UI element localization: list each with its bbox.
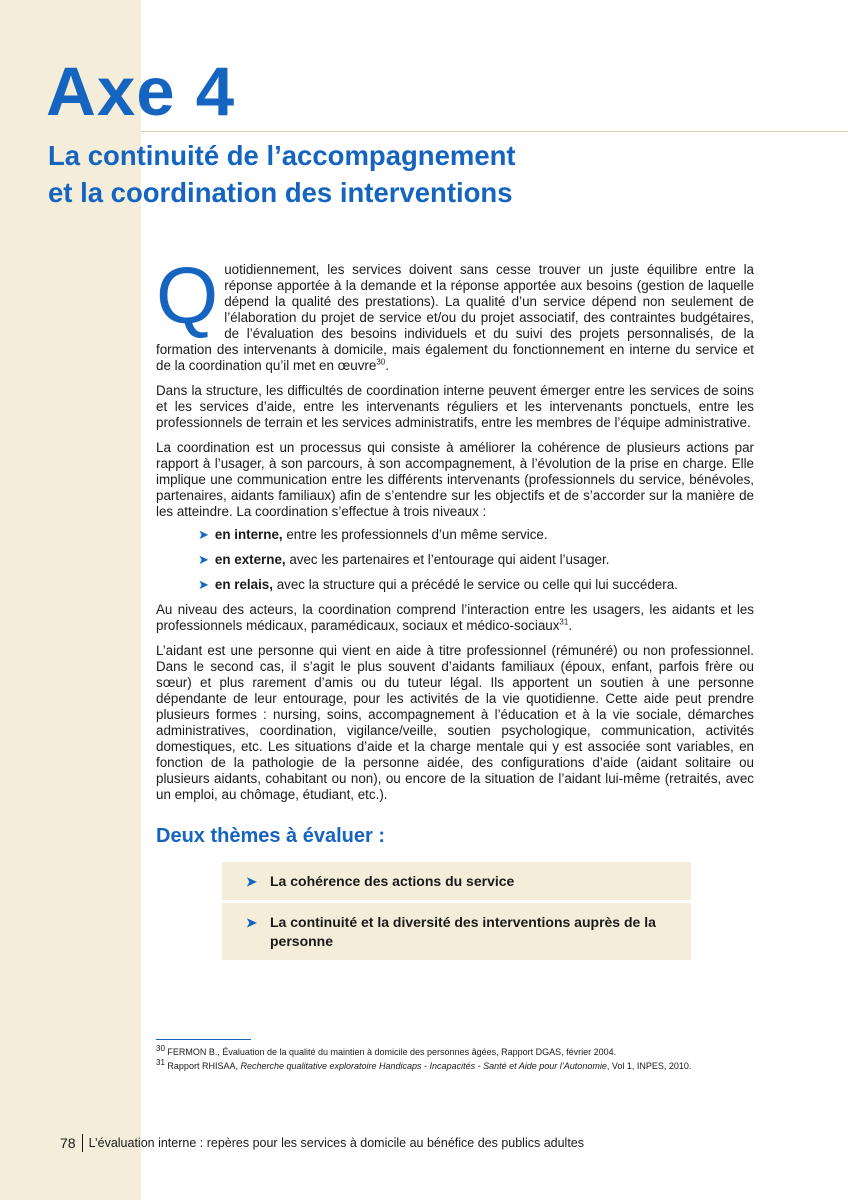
level-text: avec les partenaires et l’entourage qui aident l’usager. [285,552,610,567]
list-item [198,552,754,568]
footer-text: L’évaluation interne : repères pour les services à domicile au bénéfice des publics adultes [88,1136,585,1150]
paragraph-structure: Dans la structure, les difficultés de coordination interne peuvent émerger entre les services de soins et les services d’aide, entre les intervenants réguliers et les intervenants ponctuels, entre les professionnels de terrain et les services administratifs, entre les membres de l’équipe administrative. [156,383,754,430]
footnote-text-end: , Vol 1, INPES, 2010. [606,1061,692,1071]
paragraph-actors: Au niveau des acteurs, la coordination comprend l’interaction entre les usagers, les aidants et les professionnels médicaux, paramédicaux, sociaux et médico-sociaux$^{31}$. [156,602,754,633]
theme-text: La cohérence des actions du service [270,873,515,889]
footnote-ref-31: 31 [559,617,569,627]
page-subtitle [48,137,516,211]
arrow-bullet-icon: ➤ [246,915,257,930]
paragraph-coordination: La coordination est un processus qui consiste à améliorer la cohérence de plusieurs actions par rapport à l’usager, à son parcours, à son accompagnement, à l’évolution de la prise en charge. Elle implique une communication entre les différents intervenants (professionnels du service, bénévoles, partenaires, aidants familiaux) afin de s’entendre sur les objectifs et de s’accorder sur la manière de les atteindre. La coordination s’effectue à trois niveaux : [156,440,754,519]
level-label: en externe, [214,552,286,567]
themes-heading: Deux thèmes à évaluer : [156,825,385,847]
footnote-31 [156,1059,691,1073]
arrow-bullet-icon: ➤ [198,552,209,567]
coordination-levels-list [156,527,754,593]
subtitle-line-1: La continuité de l’accompagnement [48,140,516,171]
page-number: 78 [60,1135,76,1151]
paragraph-intro: Quotidiennement, les services doivent sans cesse trouver un juste équilibre entre la réponse apportée à la demande et la réponse apportée aux besoins (gestion de laquelle dépend la qualité des prestations). La qualité d’un service dépend non seulement de l’élaboration du projet de service et/ou du projet associatif, des contraintes budgétaires, de l’évaluation des besoins individuels et du suivi des projets personnalisés, de la formation des intervenants à domicile, mais également du fonctionnement en interne du service et de la coordination qu’il met en œuvre$^{30}$. [156,251,754,373]
paragraph-intro-text: uotidiennement, les services doivent sans cesse trouver un juste équilibre entre la réponse apportée à la demande et la réponse apportée aux besoins (gestion de laquelle dépend la qualité des prestations). La qualité d’un service dépend non seulement de l’élaboration du projet de service et/ou du projet associatif, des contraintes budgétaires, de l’évaluation des besoins individuels et du suivi des projets personnalisés, de la formation des intervenants à domicile, mais également du fonctionnement en interne du service et de la coordination qu’il met en œuvre [156,262,754,373]
subtitle-line-2: et la coordination des interventions [48,177,513,208]
level-label: en interne, [214,527,283,542]
theme-text: La continuité et la diversité des interventions auprès de la personne [270,914,656,949]
main-text [156,251,754,812]
arrow-bullet-icon: ➤ [198,577,209,592]
footnote-title: Recherche qualitative exploratoire Handicaps - Incapacités - Santé et Aide pour l’Autonomie [240,1061,607,1071]
paragraph-aidant: L’aidant est une personne qui vient en aide à titre professionnel (rémunéré) ou non professionnel. Dans le second cas, il s’agit le plus souvent d’aidants familiaux (époux, enfant, parfois frère ou sœur) et plus rarement d’amis ou du tuteur légal. Ils apportent un soutien à une personne dépendante de leur entourage, pour les activités de la vie quotidienne. Cette aide peut prendre plusieurs formes : nursing, soins, accompagnement à l’éducation et à la vie sociale, démarches administratives, coordination, vigilance/veille, soutien psychologique, communication, activités domestiques, etc. Les situations d’aide et la charge mentale qui y est associée sont variables, en fonction de la pathologie de la personne aidée, des configurations d’aide (aidant solitaire ou plusieurs aidants, cohabitant ou non), ou encore de la situation de l’aidant lui-même (retraités, avec un emploi, au chômage, étudiant, etc.). [156,643,754,802]
page-footer [60,1134,584,1152]
footnote-number: 30 [156,1044,165,1053]
list-item [198,527,754,543]
footnote-number: 31 [156,1058,165,1067]
level-text: avec la structure qui a précédé le service ou celle qui lui succédera. [272,577,678,592]
theme-item [222,862,691,900]
footnote-text: Rapport RHISAA, [167,1061,241,1071]
arrow-bullet-icon: ➤ [246,874,257,889]
footnote-divider [156,1039,251,1040]
drop-cap: Q [156,251,219,340]
footer-separator [82,1134,83,1152]
footnote-text: FERMON B., Évaluation de la qualité du maintien à domicile des personnes âgées, Rapport DGAS, février 2004. [167,1047,617,1057]
arrow-bullet-icon: ➤ [198,527,209,542]
level-text: entre les professionnels d’un même service. [282,527,548,542]
themes-box [222,862,691,960]
footnotes [156,1045,691,1073]
footnote-30 [156,1045,691,1059]
footnote-ref-30: 30 [376,357,386,367]
header-divider [141,131,848,132]
paragraph-actors-text: Au niveau des acteurs, la coordination comprend l’interaction entre les usagers, les aidants et les professionnels médicaux, paramédicaux, sociaux et médico-sociaux [156,602,754,633]
level-label: en relais, [214,577,273,592]
page-title: Axe 4 [46,53,236,130]
list-item [198,577,754,593]
theme-item [222,903,691,960]
